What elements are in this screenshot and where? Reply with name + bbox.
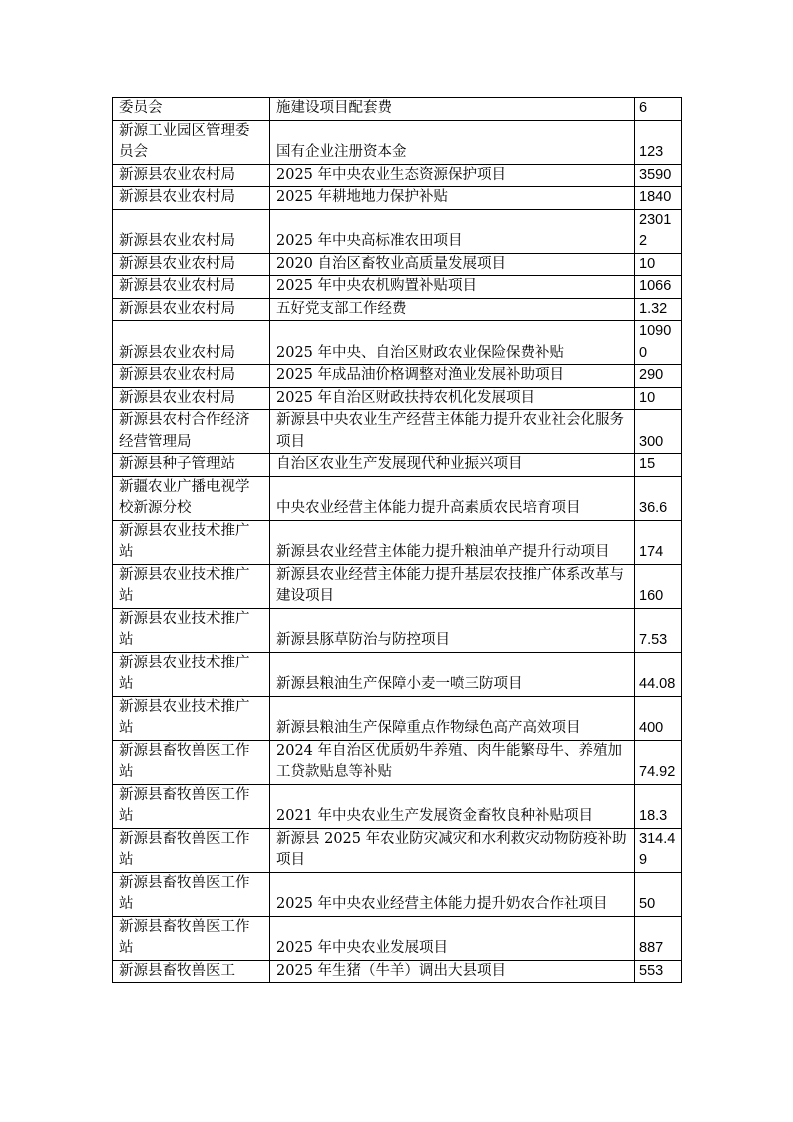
- project-cell: 2025 年生猪（牛羊）调出大县项目: [270, 960, 635, 983]
- table-row: [113, 872, 682, 916]
- table-row: [113, 476, 682, 520]
- unit-cell: 新源县农业农村局: [113, 365, 270, 388]
- amount-cell: 887: [635, 916, 682, 960]
- project-cell: 施建设项目配套费: [270, 98, 635, 121]
- amount-cell: 15: [635, 454, 682, 477]
- project-cell: 2020 自治区畜牧业高质量发展项目: [270, 253, 635, 276]
- unit-cell: 新源县农业农村局: [113, 253, 270, 276]
- amount-cell: 314.49: [635, 828, 682, 872]
- amount-cell: 74.92: [635, 740, 682, 784]
- unit-cell: 新源县农业农村局: [113, 187, 270, 210]
- unit-cell: 新源县畜牧兽医工作站: [113, 828, 270, 872]
- unit-cell: 委员会: [113, 98, 270, 121]
- amount-cell: 300: [635, 410, 682, 454]
- amount-cell: 123: [635, 120, 682, 164]
- project-cell: 2025 年中央农业发展项目: [270, 916, 635, 960]
- table-row: [113, 298, 682, 321]
- unit-cell: 新源县畜牧兽医工: [113, 960, 270, 983]
- project-cell: 2025 年自治区财政扶持农机化发展项目: [270, 387, 635, 410]
- table-row: [113, 828, 682, 872]
- table-row: [113, 608, 682, 652]
- amount-cell: 1.32: [635, 298, 682, 321]
- project-cell: 2025 年中央农业经营主体能力提升奶农合作社项目: [270, 872, 635, 916]
- unit-cell: 新源县农业技术推广站: [113, 608, 270, 652]
- table-row: [113, 321, 682, 365]
- table-row: [113, 784, 682, 828]
- amount-cell: 160: [635, 564, 682, 608]
- unit-cell: 新源县畜牧兽医工作站: [113, 872, 270, 916]
- table-row: [113, 740, 682, 784]
- project-cell: 新源县粮油生产保障小麦一喷三防项目: [270, 652, 635, 696]
- amount-cell: 50: [635, 872, 682, 916]
- project-cell: 新源县 2025 年农业防灾减灾和水利救灾动物防疫补助项目: [270, 828, 635, 872]
- table-row: [113, 276, 682, 299]
- unit-cell: 新源县畜牧兽医工作站: [113, 916, 270, 960]
- funding-table: [112, 97, 682, 983]
- amount-cell: 44.08: [635, 652, 682, 696]
- project-cell: 新源县豚草防治与防控项目: [270, 608, 635, 652]
- project-cell: 五好党支部工作经费: [270, 298, 635, 321]
- table-row: [113, 120, 682, 164]
- project-cell: 2021 年中央农业生产发展资金畜牧良种补贴项目: [270, 784, 635, 828]
- amount-cell: 553: [635, 960, 682, 983]
- project-cell: 新源县粮油生产保障重点作物绿色高产高效项目: [270, 696, 635, 740]
- amount-cell: 23012: [635, 209, 682, 253]
- amount-cell: 290: [635, 365, 682, 388]
- table-row: [113, 98, 682, 121]
- unit-cell: 新源县农业技术推广站: [113, 564, 270, 608]
- table-row: [113, 454, 682, 477]
- project-cell: 新源县农业经营主体能力提升粮油单产提升行动项目: [270, 520, 635, 564]
- project-cell: 中央农业经营主体能力提升高素质农民培育项目: [270, 476, 635, 520]
- unit-cell: 新源县农业农村局: [113, 164, 270, 187]
- amount-cell: 10900: [635, 321, 682, 365]
- table-row: [113, 387, 682, 410]
- amount-cell: 7.53: [635, 608, 682, 652]
- project-cell: 自治区农业生产发展现代种业振兴项目: [270, 454, 635, 477]
- unit-cell: 新源县农业农村局: [113, 298, 270, 321]
- unit-cell: 新源县种子管理站: [113, 454, 270, 477]
- table-row: [113, 564, 682, 608]
- project-cell: 2025 年中央农机购置补贴项目: [270, 276, 635, 299]
- unit-cell: 新源县农业农村局: [113, 321, 270, 365]
- amount-cell: 10: [635, 253, 682, 276]
- project-cell: 2025 年耕地地力保护补贴: [270, 187, 635, 210]
- table-row: [113, 187, 682, 210]
- table-row: [113, 960, 682, 983]
- amount-cell: 10: [635, 387, 682, 410]
- table-row: [113, 652, 682, 696]
- unit-cell: 新源县农村合作经济经营管理局: [113, 410, 270, 454]
- table-body: [113, 98, 682, 983]
- amount-cell: 36.6: [635, 476, 682, 520]
- table-row: [113, 520, 682, 564]
- unit-cell: 新源县农业技术推广站: [113, 652, 270, 696]
- project-cell: 国有企业注册资本金: [270, 120, 635, 164]
- unit-cell: 新源县畜牧兽医工作站: [113, 784, 270, 828]
- table-row: [113, 253, 682, 276]
- unit-cell: 新源工业园区管理委员会: [113, 120, 270, 164]
- unit-cell: 新源县农业技术推广站: [113, 696, 270, 740]
- project-cell: 2025 年中央农业生态资源保护项目: [270, 164, 635, 187]
- unit-cell: 新源县农业农村局: [113, 209, 270, 253]
- unit-cell: 新源县农业农村局: [113, 387, 270, 410]
- unit-cell: 新源县农业农村局: [113, 276, 270, 299]
- amount-cell: 174: [635, 520, 682, 564]
- project-cell: 新源县农业经营主体能力提升基层农技推广体系改革与建设项目: [270, 564, 635, 608]
- table-row: [113, 164, 682, 187]
- amount-cell: 18.3: [635, 784, 682, 828]
- unit-cell: 新源县畜牧兽医工作站: [113, 740, 270, 784]
- table-row: [113, 696, 682, 740]
- project-cell: 2025 年中央、自治区财政农业保险保费补贴: [270, 321, 635, 365]
- table-row: [113, 365, 682, 388]
- table-row: [113, 209, 682, 253]
- project-cell: 2025 年中央高标准农田项目: [270, 209, 635, 253]
- table-row: [113, 916, 682, 960]
- amount-cell: 1840: [635, 187, 682, 210]
- amount-cell: 1066: [635, 276, 682, 299]
- amount-cell: 6: [635, 98, 682, 121]
- project-cell: 新源县中央农业生产经营主体能力提升农业社会化服务项目: [270, 410, 635, 454]
- unit-cell: 新源县农业技术推广站: [113, 520, 270, 564]
- project-cell: 2024 年自治区优质奶牛养殖、肉牛能繁母牛、养殖加工贷款贴息等补贴: [270, 740, 635, 784]
- unit-cell: 新疆农业广播电视学校新源分校: [113, 476, 270, 520]
- table-row: [113, 410, 682, 454]
- project-cell: 2025 年成品油价格调整对渔业发展补助项目: [270, 365, 635, 388]
- amount-cell: 3590: [635, 164, 682, 187]
- amount-cell: 400: [635, 696, 682, 740]
